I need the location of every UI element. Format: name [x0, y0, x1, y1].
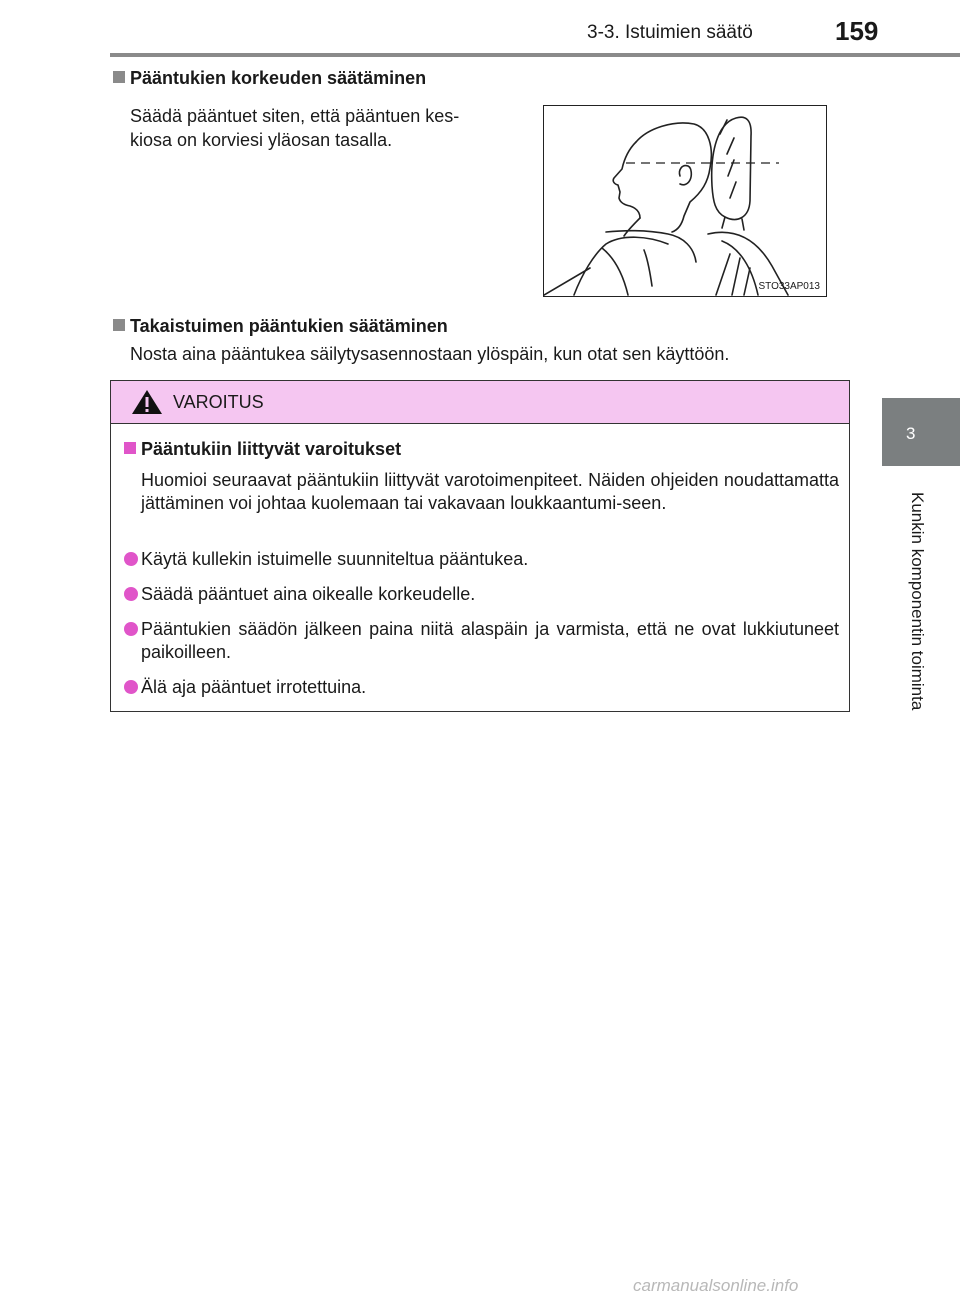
- section1-line-2: kiosa on korviesi yläosan tasalla.: [130, 130, 393, 150]
- page-number: 159: [835, 16, 879, 46]
- warning-bullet: [124, 618, 839, 664]
- chapter-tab: [882, 398, 960, 466]
- section1-heading: [113, 68, 426, 89]
- section1-text: [130, 104, 459, 152]
- bullet-dot-icon: [124, 680, 138, 694]
- warning-title: VAROITUS: [173, 392, 264, 412]
- warning-bullet: [124, 548, 839, 571]
- warning-bullet-text: Käytä kullekin istuimelle suunniteltua pääntukea.: [141, 549, 529, 569]
- section2-text: Nosta aina pääntukea säilytysasennostaan ylöspäin, kun otat sen käyttöön.: [130, 344, 730, 364]
- square-bullet-icon: [113, 319, 125, 331]
- header-section-title: 3-3. Istuimien säätö: [587, 22, 753, 43]
- section2-heading: [113, 316, 448, 337]
- headrest-illustration: [543, 105, 827, 297]
- footer-watermark: carmanualsonline.info: [633, 1276, 799, 1295]
- warning-header: [111, 381, 849, 424]
- warning-bullet: [124, 583, 839, 606]
- header-rule: [110, 53, 960, 57]
- warning-bullet: [124, 676, 839, 699]
- warning-triangle-icon: [131, 389, 163, 420]
- warning-subtitle: Pääntukiin liittyvät varoitukset: [141, 439, 402, 459]
- bullet-dot-icon: [124, 552, 138, 566]
- square-bullet-icon: [113, 71, 125, 83]
- chapter-side-label: Kunkin komponentin toiminta: [908, 492, 927, 711]
- warning-paragraph: Huomioi seuraavat pääntukiin liittyvät varotoimenpiteet. Näiden ohjeiden noudattamatta jättäminen voi johtaa kuolemaan tai vakavaan loukkaantumi-seen.: [141, 470, 839, 513]
- warning-bullet-text: Pääntukien säädön jälkeen paina niitä alaspäin ja varmista, että ne ovat lukkiutuneet paikoilleen.: [141, 619, 839, 662]
- chapter-tab-number: 3: [906, 424, 916, 443]
- bullet-dot-icon: [124, 587, 138, 601]
- warning-subtitle-row: [124, 439, 401, 460]
- section1-line-1: Säädä pääntuet siten, että pääntuen kes-: [130, 106, 460, 126]
- section2-title: Takaistuimen pääntukien säätäminen: [130, 316, 448, 336]
- section1-title: Pääntukien korkeuden säätäminen: [130, 68, 427, 88]
- warning-box: [110, 380, 850, 712]
- warning-bullet-text: Säädä pääntuet aina oikealle korkeudelle.: [141, 584, 476, 604]
- bullet-dot-icon: [124, 622, 138, 636]
- square-bullet-icon: [124, 442, 136, 454]
- figure-code: STO33AP013: [758, 281, 820, 292]
- warning-bullet-text: Älä aja pääntuet irrotettuina.: [141, 677, 367, 697]
- headrest-drawing: [544, 106, 826, 296]
